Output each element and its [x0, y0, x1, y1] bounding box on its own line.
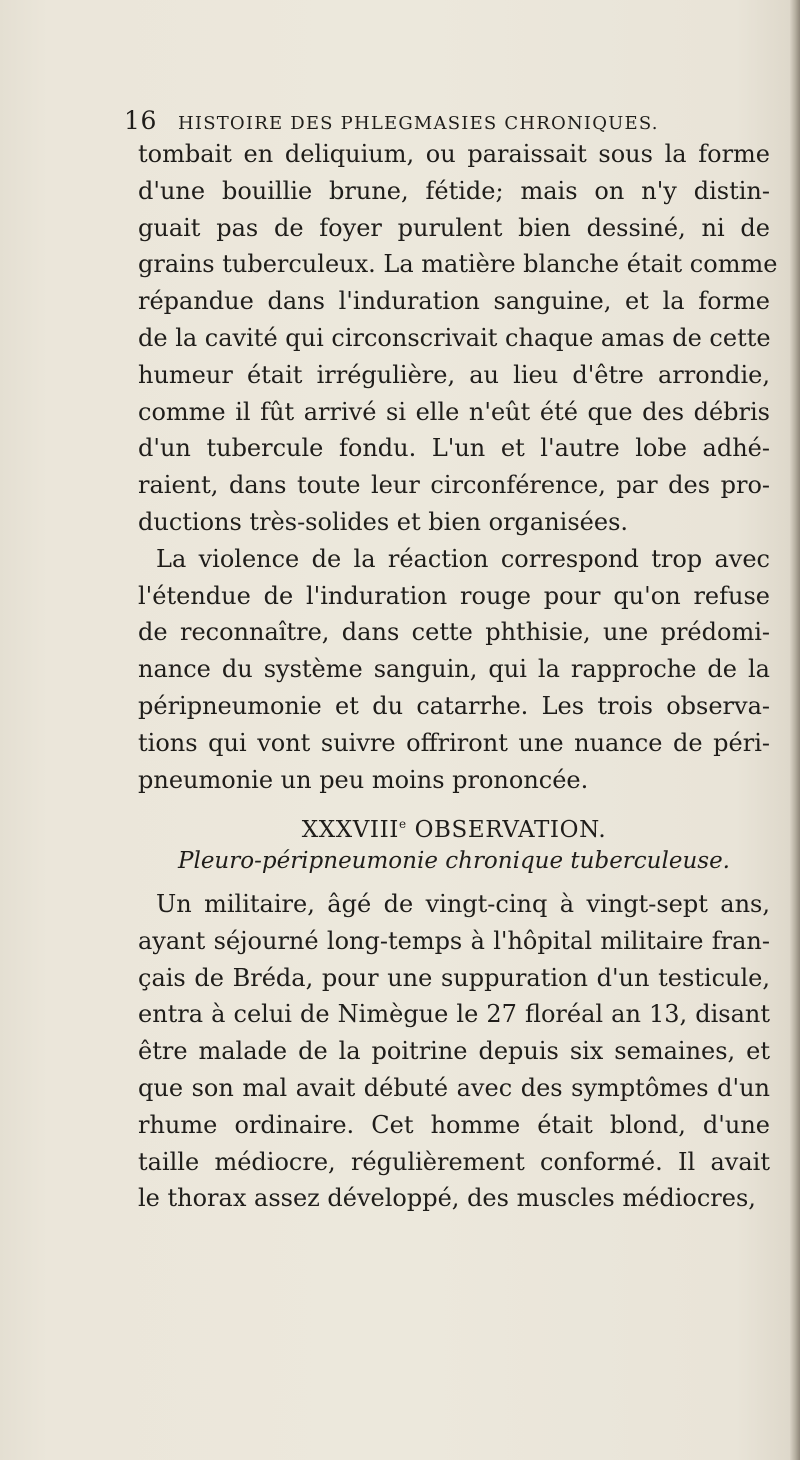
- paragraph-3: [138, 886, 770, 1217]
- text-line: La violence de la réaction correspond trop avec: [156, 544, 770, 573]
- paragraph-2: [138, 541, 770, 799]
- text-line: que son mal avait débuté avec des symptômes d'un: [138, 1073, 770, 1102]
- page-edge-shadow: [790, 0, 800, 1460]
- text-line: ductions très-solides et bien organisées.: [138, 507, 629, 536]
- observation-numeral: XXXVIII: [301, 817, 399, 844]
- text-line: Un militaire, âgé de vingt-cinq à vingt-sept ans,: [156, 889, 770, 918]
- text-line: de reconnaître, dans cette phthisie, une prédomi-: [138, 618, 770, 647]
- text-line: grains tuberculeux. La matière blanche était comme: [138, 250, 778, 279]
- text-line: tions qui vont suivre offriront une nuance de péri-: [138, 728, 770, 757]
- text-line: humeur était irrégulière, au lieu d'être arrondie,: [138, 360, 770, 389]
- text-line: pneumonie un peu moins prononcée.: [138, 765, 589, 794]
- text-line: d'un tubercule fondu. L'un et l'autre lobe adhé-: [138, 434, 770, 463]
- observation-heading: [138, 806, 770, 843]
- text-line: entra à celui de Nimègue le 27 floréal an 13, disant: [138, 1000, 770, 1029]
- paragraph-1: [138, 136, 778, 541]
- page-number: 16: [124, 106, 158, 135]
- observation-word: OBSERVATION.: [406, 817, 607, 844]
- text-line: ayant séjourné long-temps à l'hôpital militaire fran-: [138, 926, 770, 955]
- text-line: raient, dans toute leur circonférence, par des pro-: [138, 471, 770, 500]
- observation-subtitle: Pleuro-péripneumonie chronique tuberculeuse.: [177, 848, 730, 875]
- text-line: être malade de la poitrine depuis six semaines, et: [138, 1037, 770, 1066]
- text-line: comme il fût arrivé si elle n'eût été que des débris: [138, 397, 770, 426]
- running-header: [124, 106, 684, 140]
- text-line: péripneumonie et du catarrhe. Les trois observa-: [138, 691, 770, 720]
- text-line: taille médiocre, régulièrement conformé. Il avait: [138, 1147, 770, 1176]
- text-line: l'étendue de l'induration rouge pour qu'on refuse: [138, 581, 770, 610]
- text-line: çais de Bréda, pour une suppuration d'un testicule,: [138, 963, 770, 992]
- body-text: [138, 136, 778, 1217]
- text-line: guait pas de foyer purulent bien dessiné, ni de: [138, 213, 770, 242]
- observation-ordinal-suffix: e: [398, 817, 407, 832]
- text-line: rhume ordinaire. Cet homme était blond, d'une: [138, 1110, 770, 1139]
- running-title: HISTOIRE DES PHLEGMASIES CHRONIQUES.: [177, 113, 659, 134]
- text-line: de la cavité qui circonscrivait chaque amas de cette: [138, 323, 771, 352]
- text-line: d'une bouillie brune, fétide; mais on n'y distin-: [138, 176, 770, 205]
- text-line: le thorax assez développé, des muscles médiocres,: [138, 1184, 756, 1213]
- text-line: tombait en deliquium, ou paraissait sous la forme: [138, 140, 770, 168]
- text-line: nance du système sanguin, qui la rapproche de la: [138, 655, 770, 684]
- text-line: répandue dans l'induration sanguine, et la forme: [138, 287, 770, 316]
